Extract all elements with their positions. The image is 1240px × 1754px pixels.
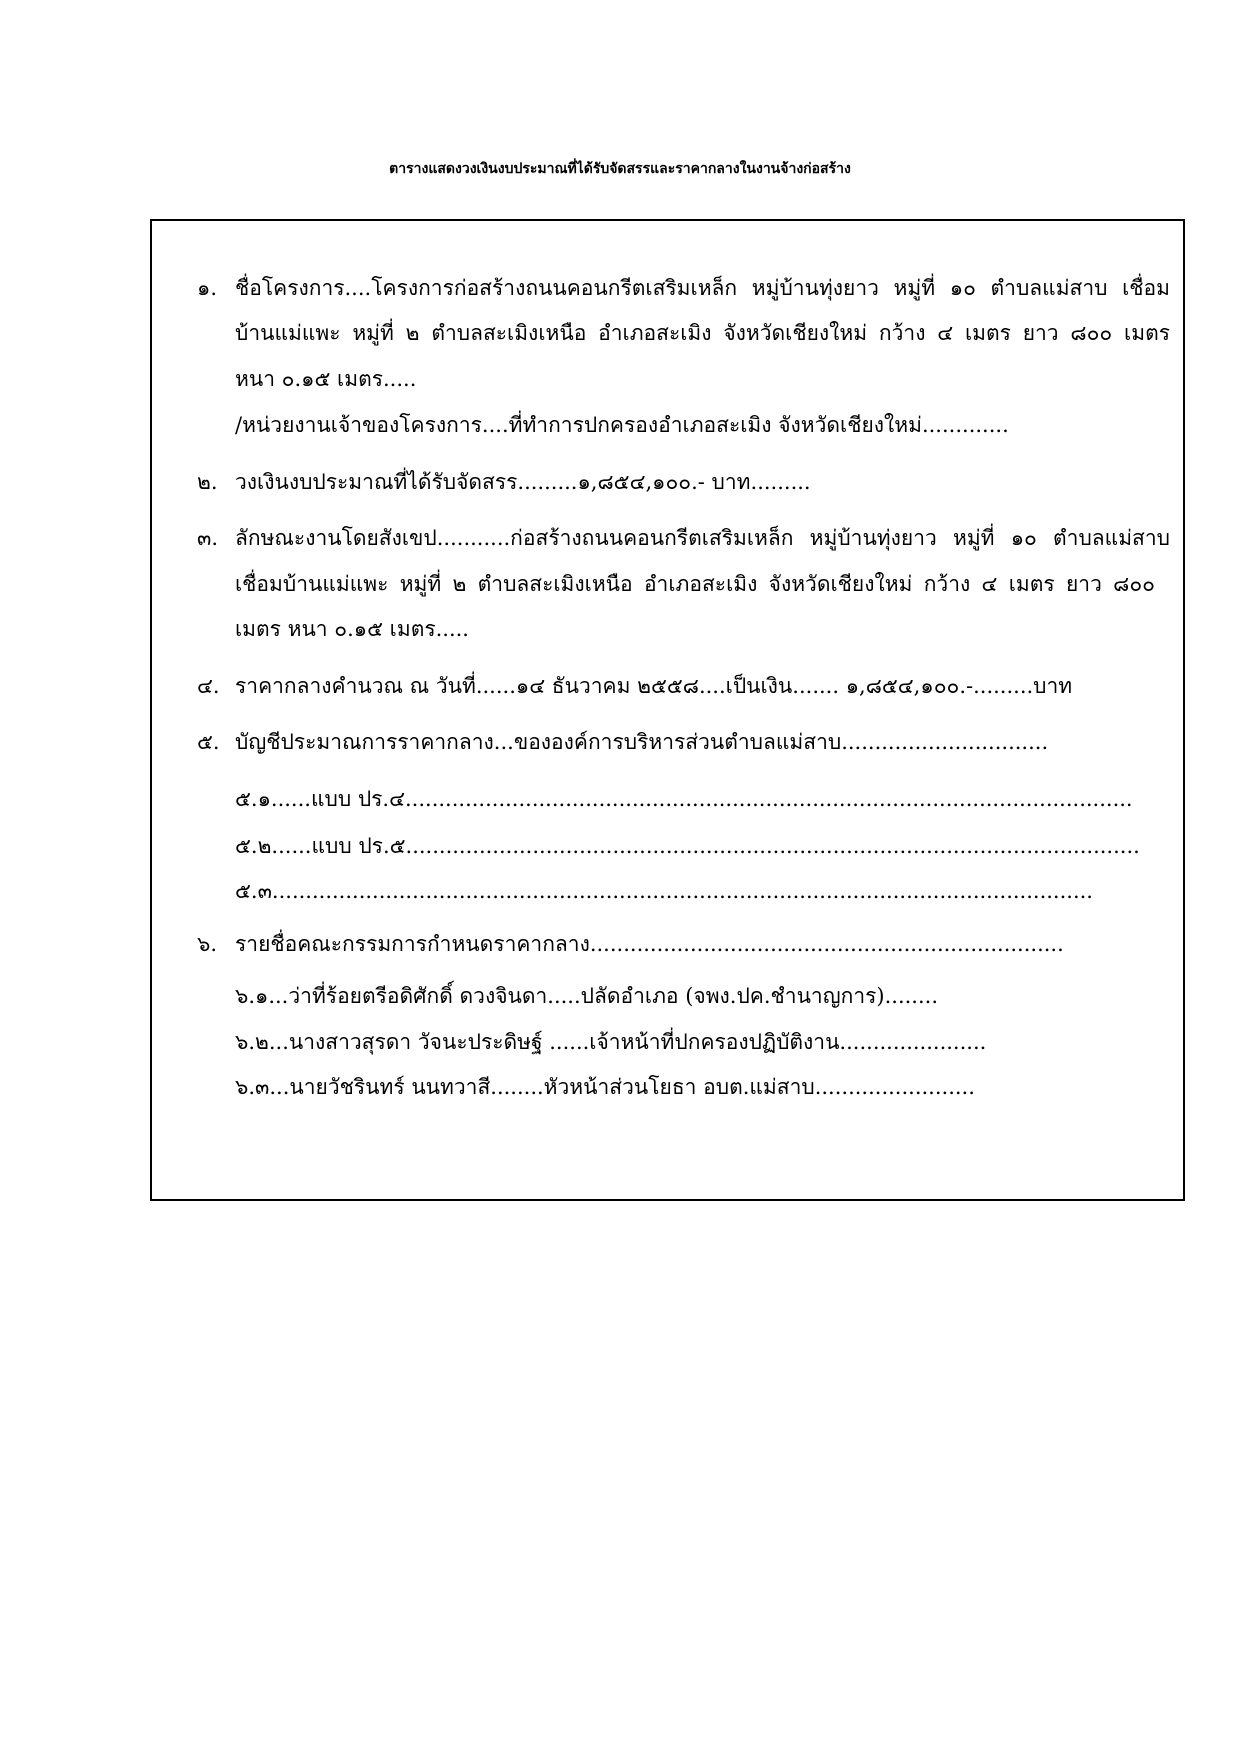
item-3-line-1: ลักษณะงานโดยสังเขป...........ก่อสร้างถนนคอนกรีตเสริมเหล็ก หมู่บ้านทุ่งยาว หมู่ที่ ๑๐ ตำบลแม่สาบ bbox=[235, 526, 1170, 550]
item-1-owner-line: /หน่วยงานเจ้าของโครงการ....ที่ทำการปกครองอำเภอสะเมิง จังหวัดเชียงใหม่............. bbox=[235, 413, 1009, 437]
item-6-number: ๖. bbox=[197, 932, 218, 956]
item-5-subitem-1: ๕.๑......แบบ ปร.๔............................................................................................................. bbox=[235, 787, 1133, 811]
item-1-number: ๑. bbox=[197, 276, 218, 300]
item-5-number: ๕. bbox=[197, 730, 220, 754]
item-4-number: ๔. bbox=[197, 674, 220, 698]
item-5-line-1: บัญชีประมาณการราคากลาง...ขององค์การบริหารส่วนตำบลแม่สาบ............................... bbox=[235, 730, 1049, 754]
item-5-subitem-3: ๕.๓........................................................................................................................... bbox=[235, 879, 1093, 903]
item-1-line-1: ชื่อโครงการ....โครงการก่อสร้างถนนคอนกรีตเสริมเหล็ก หมู่บ้านทุ่งยาว หมู่ที่ ๑๐ ตำบลแม่สาบ เชื่อม bbox=[235, 276, 1170, 300]
item-4-line-1: ราคากลางคำนวณ ณ วันที่......๑๔ ธันวาคม ๒๕๕๘....เป็นเงิน....... ๑,๘๕๔,๑๐๐.-.........บาท bbox=[235, 674, 1073, 698]
item-3-line-2: เชื่อมบ้านแม่แพะ หมู่ที่ ๒ ตำบลสะเมิงเหนือ อำเภอสะเมิง จังหวัดเชียงใหม่ กว้าง ๔ เมตร ยาว ๘๐๐ bbox=[235, 572, 1155, 596]
item-6-line-1: รายชื่อคณะกรรมการกำหนดราคากลาง....................................................................... bbox=[235, 932, 1064, 956]
item-6-subitem-3: ๖.๓...นายวัชรินทร์ นนทวาสี........หัวหน้าส่วนโยธา อบต.แม่สาบ........................ bbox=[235, 1075, 975, 1099]
item-2-number: ๒. bbox=[197, 470, 218, 494]
item-5-subitem-2: ๕.๒......แบบ ปร.๕.............................................................................................................. bbox=[235, 834, 1140, 858]
item-2-line-1: วงเงินงบประมาณที่ได้รับจัดสรร.........๑,๘๕๔,๑๐๐.- บาท......... bbox=[235, 470, 811, 494]
item-1-line-2: บ้านแม่แพะ หมู่ที่ ๒ ตำบลสะเมิงเหนือ อำเภอสะเมิง จังหวัดเชียงใหม่ กว้าง ๔ เมตร ยาว ๘๐๐ เมตร bbox=[235, 321, 1170, 345]
item-3-line-3: เมตร หนา ๐.๑๕ เมตร..... bbox=[235, 617, 469, 641]
item-6-subitem-1: ๖.๑...ว่าที่ร้อยตรีอดิศักดิ์ ดวงจินดา.....ปลัดอำเภอ (จพง.ปค.ชำนาญการ)........ bbox=[235, 984, 938, 1008]
item-3-number: ๓. bbox=[197, 526, 219, 550]
item-1-line-3: หนา ๐.๑๕ เมตร..... bbox=[235, 367, 417, 391]
item-6-subitem-2: ๖.๒...นางสาวสุรดา วัจนะประดิษฐ์ ......เจ้าหน้าที่ปกครองปฏิบัติงาน...................... bbox=[235, 1030, 987, 1054]
document-title: ตารางแสดงวงเงินงบประมาณที่ได้รับจัดสรรและราคากลางในงานจ้างก่อสร้าง bbox=[389, 161, 851, 177]
